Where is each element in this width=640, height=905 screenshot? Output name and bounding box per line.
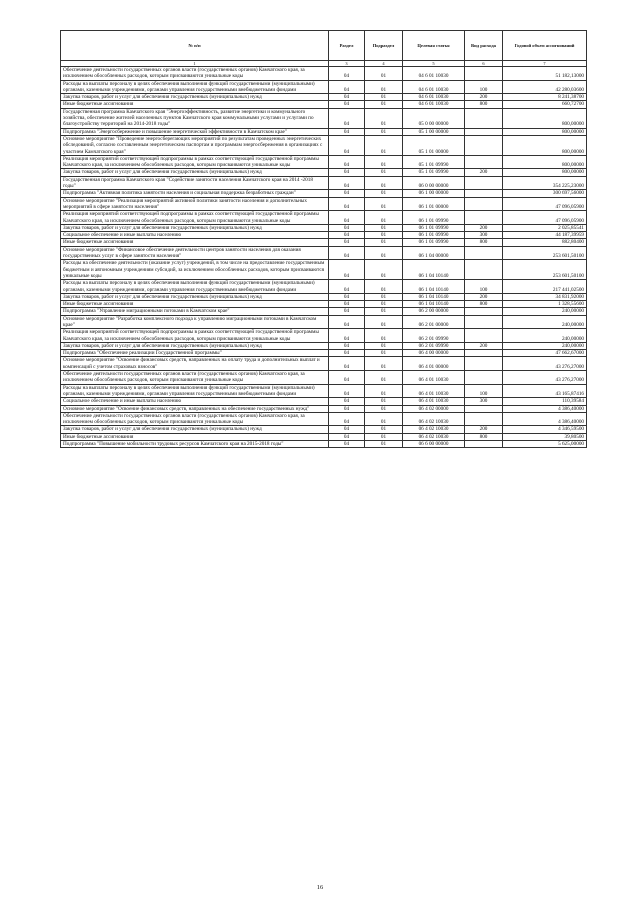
cell-subsection: 01 bbox=[365, 398, 403, 405]
cell-subsection: 01 bbox=[365, 176, 403, 190]
cell-target: 06 4 01 10030 bbox=[403, 398, 465, 405]
cell-target: 04 6 01 10030 bbox=[403, 101, 465, 108]
cell-subsection: 01 bbox=[365, 441, 403, 448]
cell-target: 06 1 01 09990 bbox=[403, 224, 465, 231]
cell-amount: 240,00000 bbox=[503, 315, 587, 329]
cell-amount: 354 225,23000 bbox=[503, 176, 587, 190]
cell-target: 06 1 04 00000 bbox=[403, 246, 465, 260]
cell-subsection: 01 bbox=[365, 108, 403, 128]
cell-section: 04 bbox=[329, 357, 365, 371]
table-row bbox=[61, 80, 587, 94]
table-row bbox=[61, 293, 587, 300]
cell-target: 06 4 02 00000 bbox=[403, 405, 465, 412]
cell-expense-type bbox=[465, 315, 503, 329]
cell-subsection: 01 bbox=[365, 155, 403, 169]
cell-amount: 43 165,87416 bbox=[503, 384, 587, 398]
cell-subsection: 01 bbox=[365, 224, 403, 231]
cell-subsection: 01 bbox=[365, 94, 403, 101]
cell-subsection: 01 bbox=[365, 101, 403, 108]
cell-target: 06 6 00 00000 bbox=[403, 441, 465, 448]
cell-subsection: 01 bbox=[365, 128, 403, 135]
cell-expense-type bbox=[465, 67, 503, 81]
cell-expense-type bbox=[465, 211, 503, 225]
cell-name: Расходы на выплаты персоналу в целях обеспечения выполнения функций государственными (муниципальными) органами, казенными учреждениями, органами управления государственными внебюджетными фондами bbox=[61, 384, 329, 398]
cell-amount: 47 096,05900 bbox=[503, 197, 587, 211]
header-amount: Годовой объем ассигнований bbox=[503, 31, 587, 61]
cell-name: Обеспечение деятельности государственных органов власти (государственных органов) Камчатского края, за исключением обособленных расходов, которым присваиваются уникальные коды bbox=[61, 412, 329, 426]
cell-section: 04 bbox=[329, 224, 365, 231]
cell-section: 04 bbox=[329, 232, 365, 239]
cell-subsection: 01 bbox=[365, 80, 403, 94]
cell-subsection: 01 bbox=[365, 293, 403, 300]
column-number: 6 bbox=[465, 61, 503, 67]
cell-target: 06 1 01 09990 bbox=[403, 239, 465, 246]
cell-name: Обеспечение деятельности государственных органов власти (государственных органов) Камчатского края, за исключением обособленных расходов, которым присваиваются уникальные коды bbox=[61, 67, 329, 81]
cell-section: 04 bbox=[329, 433, 365, 440]
cell-expense-type bbox=[465, 197, 503, 211]
cell-target: 06 1 01 09990 bbox=[403, 211, 465, 225]
cell-name: Закупка товаров, работ и услуг для обеспечения государственных (муниципальных) нужд bbox=[61, 426, 329, 433]
table-row bbox=[61, 67, 587, 81]
cell-amount: 240,00000 bbox=[503, 342, 587, 349]
table-row bbox=[61, 441, 587, 448]
table-row bbox=[61, 239, 587, 246]
table-row bbox=[61, 405, 587, 412]
cell-amount: 240,00000 bbox=[503, 308, 587, 315]
cell-target: 05 1 00 00000 bbox=[403, 128, 465, 135]
cell-name: Социальное обеспечение и иные выплаты населению bbox=[61, 232, 329, 239]
header-subsection: Подраздел bbox=[365, 31, 403, 61]
cell-section: 04 bbox=[329, 239, 365, 246]
cell-section: 04 bbox=[329, 315, 365, 329]
table-row bbox=[61, 412, 587, 426]
cell-amount: 51 182,13000 bbox=[503, 67, 587, 81]
cell-section: 04 bbox=[329, 135, 365, 155]
cell-amount: 253 601,50100 bbox=[503, 260, 587, 280]
cell-target: 06 2 01 00000 bbox=[403, 315, 465, 329]
cell-target: 06 2 01 09990 bbox=[403, 329, 465, 343]
cell-target: 04 6 01 10030 bbox=[403, 67, 465, 81]
cell-section: 04 bbox=[329, 405, 365, 412]
cell-expense-type: 800 bbox=[465, 433, 503, 440]
cell-expense-type: 800 bbox=[465, 101, 503, 108]
cell-section: 04 bbox=[329, 246, 365, 260]
table-row bbox=[61, 371, 587, 385]
cell-name: Закупка товаров, работ и услуг для обеспечения государственных (муниципальных) нужд bbox=[61, 169, 329, 176]
table-row bbox=[61, 329, 587, 343]
cell-name: Подпрограмма "Активная политика занятости населения и социальная поддержка безработных граждан" bbox=[61, 190, 329, 197]
cell-section: 04 bbox=[329, 301, 365, 308]
cell-amount: 800,00000 bbox=[503, 135, 587, 155]
cell-target: 06 1 01 00000 bbox=[403, 197, 465, 211]
cell-name: Основное мероприятие "Освоение финансовых средств, направленных на оплату труда и дополнительных выплат и компенсаций с учетом страховых взносов" bbox=[61, 357, 329, 371]
cell-name: Расходы на выплаты персоналу в целях обеспечения выполнения функций государственными (муниципальными) органами, казенными учреждениями, органами управления государственными внебюджетными фондами bbox=[61, 280, 329, 294]
cell-target: 06 4 02 10030 bbox=[403, 426, 465, 433]
cell-name: Основное мероприятие "Освоение финансовых средств, направленных на обеспечение государственных нужд" bbox=[61, 405, 329, 412]
table-row bbox=[61, 315, 587, 329]
table-row bbox=[61, 426, 587, 433]
cell-section: 04 bbox=[329, 260, 365, 280]
table-header-row bbox=[61, 31, 587, 61]
cell-section: 04 bbox=[329, 128, 365, 135]
cell-name: Подпрограмма "Энергосбережение и повышение энергетической эффективности в Камчатском крае" bbox=[61, 128, 329, 135]
cell-amount: 44 187,39959 bbox=[503, 232, 587, 239]
cell-section: 04 bbox=[329, 197, 365, 211]
cell-target: 06 1 04 10140 bbox=[403, 301, 465, 308]
table-body bbox=[61, 67, 587, 448]
cell-section: 04 bbox=[329, 371, 365, 385]
header-section: Раздел bbox=[329, 31, 365, 61]
table-row bbox=[61, 308, 587, 315]
cell-expense-type: 100 bbox=[465, 384, 503, 398]
cell-expense-type bbox=[465, 260, 503, 280]
cell-expense-type bbox=[465, 128, 503, 135]
cell-amount: 5 625,00000 bbox=[503, 441, 587, 448]
table-row bbox=[61, 101, 587, 108]
cell-subsection: 01 bbox=[365, 405, 403, 412]
cell-target: 06 2 00 00000 bbox=[403, 308, 465, 315]
cell-name: Основное мероприятие "Финансовое обеспечение деятельности центров занятости населения для оказания государственных услуг в сфере занятости населения" bbox=[61, 246, 329, 260]
cell-target: 04 6 01 10030 bbox=[403, 94, 465, 101]
cell-subsection: 01 bbox=[365, 315, 403, 329]
cell-amount: 2 025,85541 bbox=[503, 224, 587, 231]
cell-expense-type: 200 bbox=[465, 293, 503, 300]
cell-name: Подпрограмма "Управление миграционными потоками в Камчатском крае" bbox=[61, 308, 329, 315]
cell-name: Реализация мероприятий соответствующей подпрограммы в рамках соответствующей государственной программы Камчатского края, за исключением обособленных расходов, которым присваиваются уникальные коды bbox=[61, 329, 329, 343]
document-page bbox=[60, 30, 586, 448]
cell-name: Обеспечение деятельности государственных органов власти (государственных органов) Камчатского края, за исключением обособленных расходов, которым присваиваются уникальные коды bbox=[61, 371, 329, 385]
cell-section: 04 bbox=[329, 384, 365, 398]
table-row bbox=[61, 211, 587, 225]
cell-name: Иные бюджетные ассигнования bbox=[61, 301, 329, 308]
cell-name: Реализация мероприятий соответствующей подпрограммы в рамках соответствующей государственной программы Камчатского края, за исключением обособленных расходов, которым присваиваются уникальные коды bbox=[61, 211, 329, 225]
table-row bbox=[61, 94, 587, 101]
cell-expense-type: 300 bbox=[465, 232, 503, 239]
cell-name: Иные бюджетные ассигнования bbox=[61, 101, 329, 108]
cell-subsection: 01 bbox=[365, 239, 403, 246]
header-expense-type: Вид расхода bbox=[465, 31, 503, 61]
cell-name: Иные бюджетные ассигнования bbox=[61, 433, 329, 440]
cell-section: 04 bbox=[329, 398, 365, 405]
cell-subsection: 01 bbox=[365, 135, 403, 155]
cell-expense-type bbox=[465, 176, 503, 190]
table-row bbox=[61, 357, 587, 371]
cell-target: 05 1 01 09990 bbox=[403, 169, 465, 176]
cell-section: 04 bbox=[329, 67, 365, 81]
cell-name: Закупка товаров, работ и услуг для обеспечения государственных (муниципальных) нужд bbox=[61, 342, 329, 349]
cell-section: 04 bbox=[329, 280, 365, 294]
cell-name: Расходы на обеспечение деятельности (оказание услуг) учреждений, в том числе на предоставление государственным бюджетным и автономным учреждениям субсидий, за исключением обособленных расходов, которым присваиваются уникальные коды bbox=[61, 260, 329, 280]
cell-subsection: 01 bbox=[365, 301, 403, 308]
cell-target: 06 1 04 10140 bbox=[403, 293, 465, 300]
cell-subsection: 01 bbox=[365, 384, 403, 398]
cell-amount: 240,00000 bbox=[503, 329, 587, 343]
cell-subsection: 01 bbox=[365, 67, 403, 81]
cell-subsection: 01 bbox=[365, 426, 403, 433]
header-name: № п/п bbox=[61, 31, 329, 61]
cell-section: 04 bbox=[329, 155, 365, 169]
table-row bbox=[61, 350, 587, 357]
cell-subsection: 01 bbox=[365, 246, 403, 260]
cell-expense-type bbox=[465, 371, 503, 385]
table-row bbox=[61, 280, 587, 294]
cell-name: Расходы на выплаты персоналу в целях обеспечения выполнения функций государственными (муниципальными) органами, казенными учреждениями, органами управления государственными внебюджетными фондами bbox=[61, 80, 329, 94]
cell-amount: 800,00000 bbox=[503, 128, 587, 135]
cell-subsection: 01 bbox=[365, 371, 403, 385]
header-target: Целевая статья bbox=[403, 31, 465, 61]
cell-target: 06 1 00 00000 bbox=[403, 190, 465, 197]
cell-expense-type bbox=[465, 441, 503, 448]
cell-amount: 42 280,03600 bbox=[503, 80, 587, 94]
cell-subsection: 01 bbox=[365, 260, 403, 280]
cell-subsection: 01 bbox=[365, 329, 403, 343]
table-row bbox=[61, 398, 587, 405]
cell-target: 06 0 00 00000 bbox=[403, 176, 465, 190]
cell-expense-type: 200 bbox=[465, 224, 503, 231]
table-row bbox=[61, 384, 587, 398]
cell-amount: 4 386,40000 bbox=[503, 412, 587, 426]
cell-target: 06 4 01 10030 bbox=[403, 384, 465, 398]
cell-section: 04 bbox=[329, 108, 365, 128]
cell-target: 05 1 01 09990 bbox=[403, 155, 465, 169]
cell-amount: 800,00000 bbox=[503, 169, 587, 176]
cell-amount: 43 276,27000 bbox=[503, 357, 587, 371]
cell-name: Закупка товаров, работ и услуг для обеспечения государственных (муниципальных) нужд bbox=[61, 224, 329, 231]
cell-section: 04 bbox=[329, 412, 365, 426]
cell-expense-type bbox=[465, 246, 503, 260]
cell-section: 04 bbox=[329, 211, 365, 225]
table-row bbox=[61, 246, 587, 260]
cell-subsection: 01 bbox=[365, 232, 403, 239]
table-row bbox=[61, 301, 587, 308]
cell-name: Закупка товаров, работ и услуг для обеспечения государственных (муниципальных) нужд bbox=[61, 94, 329, 101]
cell-expense-type: 100 bbox=[465, 280, 503, 294]
cell-expense-type bbox=[465, 329, 503, 343]
cell-expense-type bbox=[465, 412, 503, 426]
cell-amount: 882,80400 bbox=[503, 239, 587, 246]
cell-name: Подпрограмма "Обеспечение реализации Государственной программы" bbox=[61, 350, 329, 357]
cell-amount: 253 601,50100 bbox=[503, 246, 587, 260]
cell-section: 04 bbox=[329, 94, 365, 101]
cell-amount: 1 328,55600 bbox=[503, 301, 587, 308]
cell-target: 06 4 02 10030 bbox=[403, 433, 465, 440]
table-row bbox=[61, 135, 587, 155]
cell-target: 06 1 04 10140 bbox=[403, 260, 465, 280]
cell-name: Основное мероприятие "Разработка комплексного подхода к управлению миграционными потоками в Камчатском крае" bbox=[61, 315, 329, 329]
cell-expense-type bbox=[465, 405, 503, 412]
cell-subsection: 01 bbox=[365, 342, 403, 349]
cell-expense-type: 200 bbox=[465, 169, 503, 176]
cell-section: 04 bbox=[329, 426, 365, 433]
cell-amount: 4 346,59500 bbox=[503, 426, 587, 433]
cell-name: Основное мероприятие "Реализация мероприятий активной политики занятости населения и дополнительных мероприятий в сфере занятости населения" bbox=[61, 197, 329, 211]
cell-amount: 39,80500 bbox=[503, 433, 587, 440]
cell-subsection: 01 bbox=[365, 357, 403, 371]
cell-name: Социальное обеспечение и иные выплаты населению bbox=[61, 398, 329, 405]
cell-name: Государственная программа Камчатского края "Энергоэффективность, развитие энергетики и коммунального хозяйства, обеспечение жителей населенных пунктов Камчатского края коммунальными услугами и услугами по благоустройству территорий на 2014-2018 годы" bbox=[61, 108, 329, 128]
cell-amount: 800,00000 bbox=[503, 155, 587, 169]
cell-amount: 660,72700 bbox=[503, 101, 587, 108]
cell-section: 04 bbox=[329, 293, 365, 300]
table-row bbox=[61, 190, 587, 197]
cell-target: 06 4 01 00000 bbox=[403, 357, 465, 371]
table-row bbox=[61, 224, 587, 231]
table-row bbox=[61, 108, 587, 128]
cell-subsection: 01 bbox=[365, 280, 403, 294]
cell-section: 04 bbox=[329, 169, 365, 176]
cell-amount: 47 662,67000 bbox=[503, 350, 587, 357]
column-number: 7 bbox=[503, 61, 587, 67]
cell-target: 06 2 01 09990 bbox=[403, 342, 465, 349]
cell-subsection: 01 bbox=[365, 211, 403, 225]
cell-subsection: 01 bbox=[365, 190, 403, 197]
column-number: 1 bbox=[61, 61, 329, 67]
cell-expense-type bbox=[465, 350, 503, 357]
cell-section: 04 bbox=[329, 101, 365, 108]
column-number: 3 bbox=[329, 61, 365, 67]
cell-expense-type bbox=[465, 357, 503, 371]
cell-target: 06 4 01 10030 bbox=[403, 371, 465, 385]
cell-section: 04 bbox=[329, 441, 365, 448]
cell-target: 04 6 01 10030 bbox=[403, 80, 465, 94]
cell-amount: 110,39584 bbox=[503, 398, 587, 405]
table-row bbox=[61, 260, 587, 280]
cell-name: Государственная программа Камчатского края "Содействие занятости населения Камчатского края на 2014 -2018 годы" bbox=[61, 176, 329, 190]
cell-name: Подпрограмма "Повышение мобильности трудовых ресурсов Камчатского края на 2015-2018 годы" bbox=[61, 441, 329, 448]
cell-subsection: 01 bbox=[365, 197, 403, 211]
table-row bbox=[61, 197, 587, 211]
cell-amount: 8 241,38700 bbox=[503, 94, 587, 101]
cell-section: 04 bbox=[329, 190, 365, 197]
cell-expense-type bbox=[465, 135, 503, 155]
cell-target: 06 1 01 09990 bbox=[403, 232, 465, 239]
cell-section: 04 bbox=[329, 350, 365, 357]
cell-name: Закупка товаров, работ и услуг для обеспечения государственных (муниципальных) нужд bbox=[61, 293, 329, 300]
cell-subsection: 01 bbox=[365, 433, 403, 440]
cell-expense-type: 800 bbox=[465, 239, 503, 246]
cell-subsection: 01 bbox=[365, 412, 403, 426]
cell-name: Реализация мероприятий соответствующей подпрограммы в рамках соответствующей государственной программы Камчатского края, за исключением обособленных расходов, которым присваиваются уникальные коды bbox=[61, 155, 329, 169]
cell-expense-type: 300 bbox=[465, 398, 503, 405]
cell-section: 04 bbox=[329, 80, 365, 94]
cell-target: 05 0 00 00000 bbox=[403, 108, 465, 128]
column-number: 5 bbox=[403, 61, 465, 67]
cell-amount: 217 441,02500 bbox=[503, 280, 587, 294]
cell-amount: 4 386,40000 bbox=[503, 405, 587, 412]
table-row bbox=[61, 176, 587, 190]
cell-name: Иные бюджетные ассигнования bbox=[61, 239, 329, 246]
budget-table bbox=[60, 30, 587, 448]
cell-expense-type: 200 bbox=[465, 342, 503, 349]
page-number: 16 bbox=[316, 884, 324, 891]
table-row bbox=[61, 433, 587, 440]
table-row bbox=[61, 169, 587, 176]
cell-target: 06 4 00 00000 bbox=[403, 350, 465, 357]
cell-expense-type: 800 bbox=[465, 301, 503, 308]
cell-expense-type: 100 bbox=[465, 80, 503, 94]
cell-expense-type: 200 bbox=[465, 426, 503, 433]
cell-amount: 43 276,27000 bbox=[503, 371, 587, 385]
table-row bbox=[61, 232, 587, 239]
cell-section: 04 bbox=[329, 308, 365, 315]
table-row bbox=[61, 128, 587, 135]
cell-subsection: 01 bbox=[365, 308, 403, 315]
cell-target: 06 4 02 10030 bbox=[403, 412, 465, 426]
cell-expense-type: 200 bbox=[465, 94, 503, 101]
cell-amount: 300 697,56000 bbox=[503, 190, 587, 197]
column-number: 4 bbox=[365, 61, 403, 67]
cell-subsection: 01 bbox=[365, 169, 403, 176]
cell-section: 04 bbox=[329, 329, 365, 343]
cell-amount: 34 831,92000 bbox=[503, 293, 587, 300]
cell-target: 05 1 01 00000 bbox=[403, 135, 465, 155]
cell-expense-type bbox=[465, 190, 503, 197]
cell-section: 04 bbox=[329, 342, 365, 349]
cell-subsection: 01 bbox=[365, 350, 403, 357]
cell-amount: 800,00000 bbox=[503, 108, 587, 128]
table-row bbox=[61, 155, 587, 169]
cell-expense-type bbox=[465, 155, 503, 169]
cell-expense-type bbox=[465, 308, 503, 315]
cell-name: Основное мероприятие "Проведение энергосберегающих мероприятий по результатам проведенных энергетических обследований, согласно составленным энергетическим паспортам и программам энергосбережения в организациях с участием Камчатского края" bbox=[61, 135, 329, 155]
table-row bbox=[61, 342, 587, 349]
cell-section: 04 bbox=[329, 176, 365, 190]
cell-amount: 47 096,05900 bbox=[503, 211, 587, 225]
cell-target: 06 1 04 10140 bbox=[403, 280, 465, 294]
cell-expense-type bbox=[465, 108, 503, 128]
